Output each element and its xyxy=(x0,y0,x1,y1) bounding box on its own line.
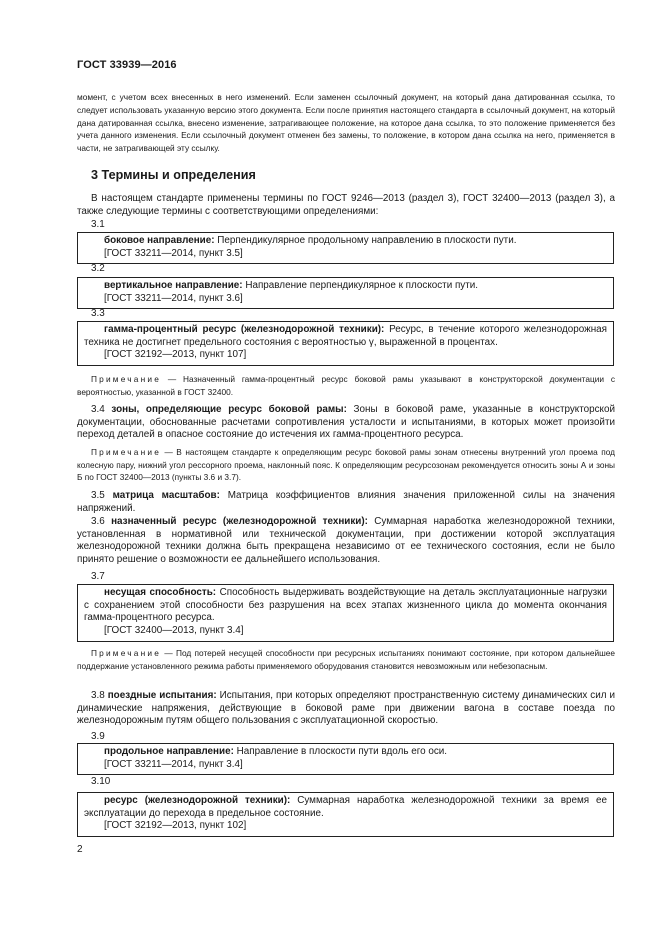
term-number: 3.9 xyxy=(91,731,105,742)
term-name: поездные испытания: xyxy=(107,690,217,701)
term-box xyxy=(77,743,614,775)
term-text: Направление в плоскости пути вдоль его оси. xyxy=(233,746,448,757)
note xyxy=(77,373,615,398)
section-title: 3 Термины и определения xyxy=(91,168,256,182)
term-text: Способность выдерживать воздействующие на деталь эксплуатационные нагрузки с сохранением этой способности без разрушения на всех этапах жизненного цикла до момента окончания гамма-процентного ресурса. xyxy=(84,587,607,624)
term-definition xyxy=(84,235,607,248)
term-name: продольное направление: xyxy=(104,746,234,757)
term-text: Суммарная наработка железнодорожной техники за время ее эксплуатации до перехода в предельное состояние. xyxy=(84,795,607,819)
note-text: — В настоящем стандарте к определяющим ресурс боковой рамы зонам отнесены внутренний угол проема под колесную пару, нижний угол рессорного проема, наклонный пояс. К определяющим ресурсозонам рекомендуется относить зоны А и зоны Б по ГОСТ 32400—2013 (пункты 3.6 и 3.7). xyxy=(77,447,615,483)
term-number: 3.1 xyxy=(91,219,105,230)
term-box xyxy=(77,232,614,264)
term-box xyxy=(77,321,614,366)
term-name: матрица масштабов: xyxy=(112,490,220,501)
term-reference: [ГОСТ 32192—2013, пункт 102] xyxy=(104,820,247,832)
term-definition xyxy=(84,587,607,625)
term-name: несущая способность: xyxy=(104,587,217,598)
definition-paragraph xyxy=(77,516,615,566)
term-definition xyxy=(84,280,607,293)
term-name: ресурс (железнодорожной техники): xyxy=(104,795,291,806)
term-name: зоны, определяющие ресурс боковой рамы: xyxy=(111,404,347,415)
term-text: Ресурс, в течение которого железнодорожная техника не достигнет предельного состояния с вероятностью γ, выраженной в процентах. xyxy=(84,324,608,348)
intro-text: момент, с учетом всех внесенных в него изменений. Если заменен ссылочный документ, на который дана датированная ссылка, то следует использовать указанную версию этого документа. Если после принятия настоящего стандарта в ссылочный документ, на который дана датированная ссылка, внесено изменение, затрагивающее положение, на которое дана ссылка, то это положение применяется без учета данного изменения. Если ссылочный документ отменен без замены, то положение, в котором дана ссылка на него, применяется в части, не затрагивающей эту ссылку. xyxy=(77,92,615,154)
term-text: Зоны в боковой раме, указанные в конструкторской документации, обоснованные расчетами сопротивления усталости и испытаниями, в которых может произойти переход деталей в опасное состояние до истечения их гамма-процентного ресурса. xyxy=(77,404,615,441)
note-label: Примечание xyxy=(91,648,162,658)
definition-paragraph xyxy=(77,690,615,728)
term-name: боковое направление: xyxy=(104,235,215,246)
term-text: Перпендикулярное продольному направлению в плоскости пути. xyxy=(214,235,517,246)
term-reference: [ГОСТ 32400—2013, пункт 3.4] xyxy=(104,624,244,636)
section-lead-text: В настоящем стандарте применены термины по ГОСТ 9246—2013 (раздел 3), ГОСТ 32400—2013 (раздел 3), а также следующие термины с соответствующими определениями: xyxy=(77,193,615,217)
intro-paragraph xyxy=(77,91,615,155)
document-header: ГОСТ 33939—2016 xyxy=(77,59,177,71)
term-box xyxy=(77,277,614,309)
term-name: вертикальное направление: xyxy=(104,280,243,291)
term-text: Направление перпендикулярное к плоскости пути. xyxy=(242,280,479,291)
definition-paragraph xyxy=(77,404,615,442)
note xyxy=(77,647,615,672)
term-number: 3.10 xyxy=(91,776,111,787)
note-label: Примечание xyxy=(91,447,162,457)
note-label: Примечание xyxy=(91,374,162,384)
term-name: гамма-процентный ресурс (железнодорожной техники): xyxy=(104,324,385,335)
term-text: Суммарная наработка железнодорожной техники, установленная в нормативной или технической документации, при достижении которой эксплуатация железнодорожной техники должна быть прекращена независимо от ее технического состояния, если не было принято решение о возможности ее дальнейшего использования. xyxy=(77,516,615,565)
term-number: 3.8 xyxy=(91,690,105,701)
term-number: 3.5 xyxy=(91,490,105,501)
term-definition xyxy=(84,795,607,820)
term-reference: [ГОСТ 33211—2014, пункт 3.5] xyxy=(104,247,243,259)
page-number: 2 xyxy=(77,844,83,855)
term-box xyxy=(77,584,614,642)
term-name: назначенный ресурс (железнодорожной техники): xyxy=(111,516,368,527)
term-number: 3.7 xyxy=(91,571,105,582)
note-text: — Под потерей несущей способности при ресурсных испытаниях понимают состояние, при котором дальнейшее поддержание установленного режима работы применяемого оборудования становится невозможным или небезопасным. xyxy=(77,648,615,671)
term-number: 3.3 xyxy=(91,308,105,319)
term-number: 3.6 xyxy=(91,516,105,527)
term-number: 3.4 xyxy=(91,404,105,415)
note xyxy=(77,446,615,484)
term-number: 3.2 xyxy=(91,263,105,274)
note-text: — Назначенный гамма-процентный ресурс боковой рамы указывают в конструкторской документации с вероятностью, указанной в ГОСТ 32400. xyxy=(77,374,615,397)
term-text: Матрица коэффициентов влияния значения приложенной силы на значения напряжений. xyxy=(77,490,615,514)
term-box xyxy=(77,792,614,837)
term-reference: [ГОСТ 32192—2013, пункт 107] xyxy=(104,349,247,361)
term-reference: [ГОСТ 33211—2014, пункт 3.4] xyxy=(104,758,243,770)
term-definition xyxy=(84,746,607,759)
definition-paragraph xyxy=(77,490,615,515)
term-definition xyxy=(84,324,607,349)
term-reference: [ГОСТ 33211—2014, пункт 3.6] xyxy=(104,292,243,304)
section-lead xyxy=(77,193,615,218)
term-text: Испытания, при которых определяют пространственную систему динамических сил и динамические напряжения, действующие в боковой раме при движении вагона в составе поезда по железнодорожным путям общего пользования с эксплуатационной скоростью. xyxy=(77,690,615,727)
